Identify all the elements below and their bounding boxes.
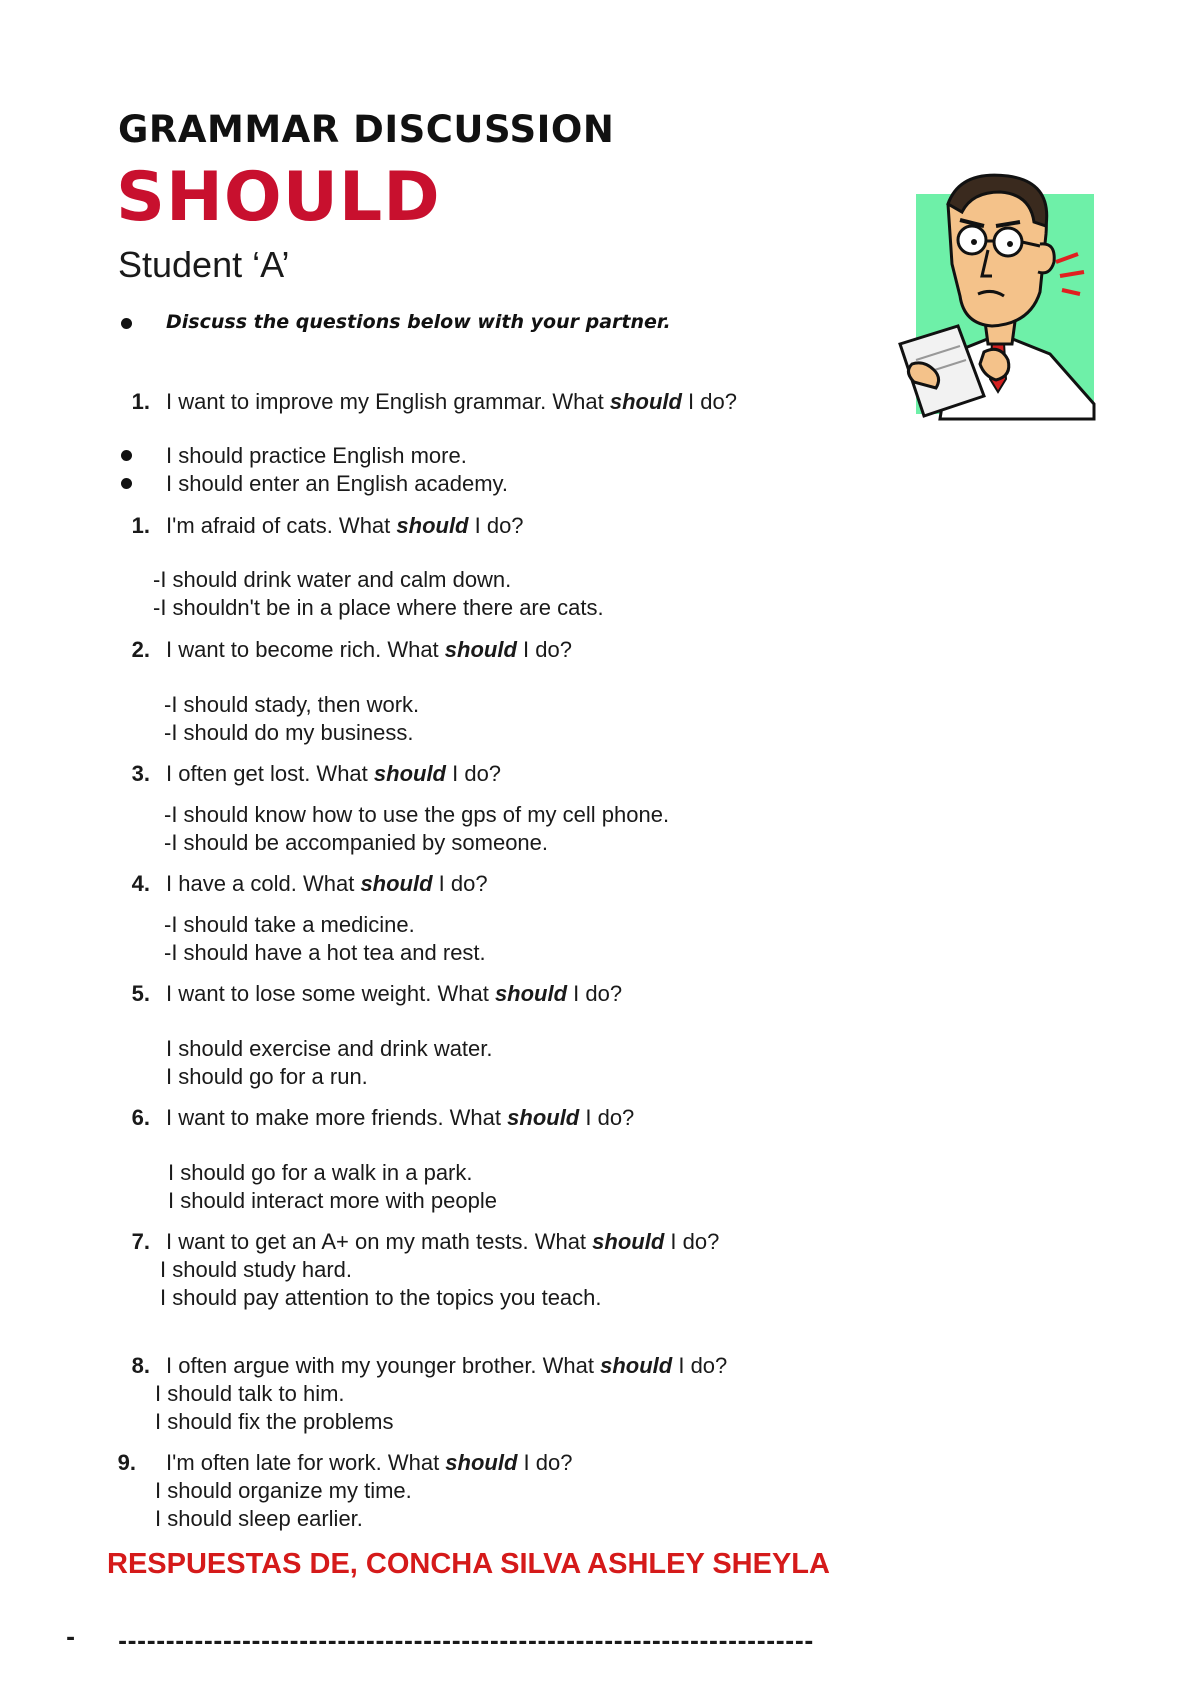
question-number: 1. bbox=[131, 513, 150, 538]
answer-line: -I should know how to use the gps of my cell phone. bbox=[164, 802, 670, 827]
question-number: 6. bbox=[131, 1105, 150, 1130]
answer-line: I should pay attention to the topics you teach. bbox=[160, 1285, 602, 1310]
question-text: I want to become rich. What should I do? bbox=[166, 637, 572, 662]
question-number: 2. bbox=[131, 637, 150, 662]
question-text: I'm afraid of cats. What should I do? bbox=[166, 513, 524, 538]
question-number: 4. bbox=[131, 871, 150, 896]
answer-line: -I should take a medicine. bbox=[164, 912, 415, 937]
dash-mark: - bbox=[66, 1626, 76, 1651]
example-answer: I should enter an English academy. bbox=[166, 471, 509, 496]
answer-line: I should talk to him. bbox=[155, 1381, 345, 1406]
answer-line: -I should have a hot tea and rest. bbox=[164, 940, 486, 965]
student-label: Student ‘A’ bbox=[118, 244, 290, 285]
answer-line: -I should stady, then work. bbox=[164, 692, 420, 717]
bullet-icon bbox=[121, 478, 132, 489]
answer-line: I should sleep earlier. bbox=[155, 1506, 363, 1531]
answer-line: -I shouldn't be in a place where there are cats. bbox=[153, 595, 604, 620]
answer-line: -I should do my business. bbox=[164, 720, 414, 745]
question-number: 9. bbox=[117, 1450, 136, 1475]
instruction-text: Discuss the questions below with your partner. bbox=[166, 311, 671, 333]
answer-line: I should study hard. bbox=[160, 1257, 353, 1282]
answer-line: I should interact more with people bbox=[168, 1188, 497, 1213]
teacher-with-clipboard-icon bbox=[880, 164, 1100, 429]
answer-line: I should organize my time. bbox=[155, 1478, 412, 1503]
question-text: I want to get an A+ on my math tests. What should I do? bbox=[166, 1229, 720, 1254]
example-question: I want to improve my English grammar. What should I do? bbox=[166, 389, 737, 414]
dashed-separator: ------------------------------------------------------------------------- bbox=[118, 1630, 814, 1655]
answer-line: -I should drink water and calm down. bbox=[153, 567, 512, 592]
worksheet-title: GRAMMAR DISCUSSION bbox=[118, 108, 615, 151]
answer-line: I should go for a walk in a park. bbox=[168, 1160, 473, 1185]
question-text: I want to lose some weight. What should I do? bbox=[166, 981, 623, 1006]
answer-line: I should fix the problems bbox=[155, 1409, 394, 1434]
example-answer: I should practice English more. bbox=[166, 443, 467, 468]
question-text: I often get lost. What should I do? bbox=[166, 761, 502, 786]
teacher-illustration bbox=[880, 164, 1100, 429]
topic-title: SHOULD bbox=[116, 158, 441, 237]
question-number: 8. bbox=[131, 1353, 150, 1378]
question-text: I have a cold. What should I do? bbox=[166, 871, 488, 896]
answered-by-label: RESPUESTAS DE, CONCHA SILVA ASHLEY SHEYLA bbox=[107, 1548, 830, 1580]
question-number: 3. bbox=[131, 761, 150, 786]
question-number: 5. bbox=[131, 981, 150, 1006]
question-number: 7. bbox=[131, 1229, 150, 1254]
answer-line: I should go for a run. bbox=[166, 1064, 368, 1089]
answer-line: I should exercise and drink water. bbox=[166, 1036, 493, 1061]
question-text: I'm often late for work. What should I do? bbox=[166, 1450, 573, 1475]
question-number: 1. bbox=[131, 389, 150, 414]
bullet-icon bbox=[121, 450, 132, 461]
bullet-icon bbox=[121, 318, 132, 329]
question-text: I often argue with my younger brother. What should I do? bbox=[166, 1353, 728, 1378]
answer-line: -I should be accompanied by someone. bbox=[164, 830, 549, 855]
question-text: I want to make more friends. What should I do? bbox=[166, 1105, 635, 1130]
